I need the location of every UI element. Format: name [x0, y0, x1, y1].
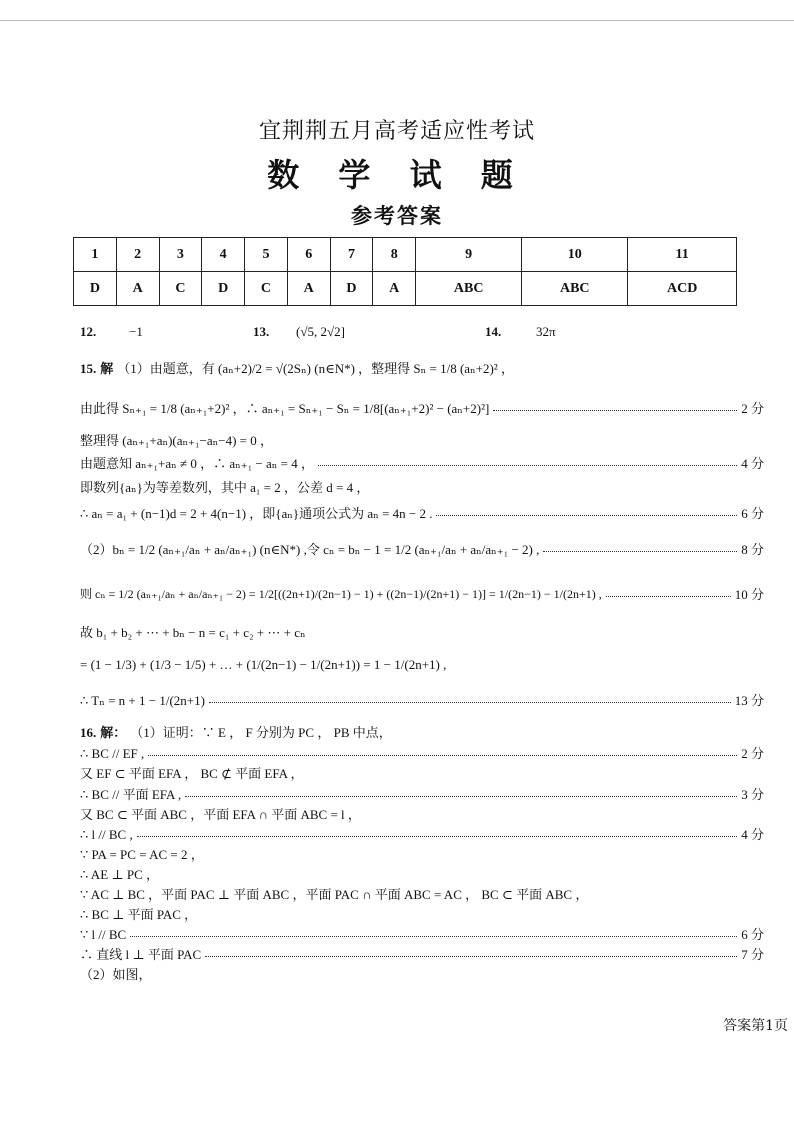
q15-solve: 解 — [100, 361, 114, 376]
q16-solve: 解： — [100, 725, 127, 740]
q14-answer: 32π — [536, 324, 556, 339]
q16-text: ∴ 直线 l ⊥ 平面 PAC — [80, 947, 202, 962]
answer-cell: ABC — [522, 272, 628, 306]
question-number-cell: 6 — [287, 238, 330, 272]
score: 2 分 — [741, 746, 764, 761]
q15-text: 则 cₙ = 1/2 (aₙ₊₁/aₙ + aₙ/aₙ₊₁ − 2) = 1/2[((2n+1)/(2n−1) − 1) + ((2n−1)/(2n+1) − 1)] = 1/(2n−1) − 1/(2n+1) , — [80, 587, 602, 601]
q16-line-6 — [80, 826, 764, 843]
score: 10 分 — [734, 587, 764, 602]
q15-line-7 — [80, 541, 764, 558]
q16-text: ∴ BC // 平面 EFA , — [80, 787, 182, 802]
q15-text: （2）bₙ = 1/2 (aₙ₊₁/aₙ + aₙ/aₙ₊₁) (n∈N*) ,令 cₙ = bₙ − 1 = 1/2 (aₙ₊₁/aₙ + aₙ/aₙ₊₁ − 2) , — [80, 542, 540, 557]
q16-text: ∵ l // BC — [80, 927, 127, 942]
question-number-cell: 2 — [116, 238, 159, 272]
q16-text: （2）如图， — [80, 967, 152, 982]
question-number-cell: 9 — [416, 238, 522, 272]
q15-text: = (1 − 1/3) + (1/3 − 1/5) + … + (1/(2n−1) − 1/(2n+1)) = 1 − 1/(2n+1) , — [80, 657, 447, 672]
q15-line-11 — [80, 692, 764, 709]
q16-line-7 — [80, 846, 764, 863]
q15-text: 即数列{aₙ}为等差数列，其中 a₁ = 2 ，公差 d = 4 ， — [80, 480, 370, 495]
q13-num: 13. — [253, 324, 270, 339]
q12-num: 12. — [80, 324, 97, 339]
q15-text: 故 b₁ + b₂ + ⋯ + bₙ − n = c₁ + c₂ + ⋯ + cₙ — [80, 625, 306, 640]
score: 3 分 — [741, 787, 764, 802]
q16-text: ∴ BC ⊥ 平面 PAC ， — [80, 907, 198, 922]
q15-text: 由题意知 aₙ₊₁+aₙ ≠ 0 ，∴ aₙ₊₁ − aₙ = 4 ， — [80, 456, 314, 471]
q12-answer: −1 — [129, 324, 143, 339]
answer-cell: D — [202, 272, 245, 306]
q15-line-8 — [80, 586, 764, 603]
answer-cell: C — [159, 272, 202, 306]
score: 2 分 — [741, 401, 764, 416]
q15-text: 整理得 (aₙ₊₁+aₙ)(aₙ₊₁−aₙ−4) = 0 ， — [80, 433, 274, 448]
top-rule — [0, 20, 794, 21]
q16-text: ∵ PA = PC = AC = 2 ， — [80, 847, 204, 862]
answer-cell: ACD — [628, 272, 737, 306]
score: 8 分 — [741, 542, 764, 557]
answer-title: 参考答案 — [351, 203, 443, 228]
q13-answer: (√5, 2√2] — [296, 324, 345, 339]
question-number-cell: 4 — [202, 238, 245, 272]
subject-title: 数 学 试 题 — [267, 156, 527, 194]
q16-line-11 — [80, 926, 764, 943]
answer-cell: D — [74, 272, 117, 306]
q16-line-2 — [80, 745, 764, 762]
q16-text: 又 BC ⊂ 平面 ABC ，平面 EFA ∩ 平面 ABC = l ， — [80, 807, 361, 822]
q15-line-10 — [80, 656, 764, 673]
q16-text: ∴ AE ⊥ PC ， — [80, 867, 160, 882]
question-number-cell: 5 — [245, 238, 288, 272]
answer-cell: A — [116, 272, 159, 306]
score: 6 分 — [741, 506, 764, 521]
q15-line-6 — [80, 505, 764, 522]
score: 7 分 — [741, 947, 764, 962]
q16-text: ∴ l // BC , — [80, 827, 133, 842]
question-number-cell: 3 — [159, 238, 202, 272]
q16-line-9 — [80, 886, 764, 903]
answer-cell: C — [245, 272, 288, 306]
q15-line-5 — [80, 479, 764, 496]
question-number-cell: 1 — [74, 238, 117, 272]
q16-label: 16. — [80, 725, 97, 740]
answer-table-number-row — [74, 238, 737, 272]
question-number-cell: 10 — [522, 238, 628, 272]
q16-text: ∴ BC // EF , — [80, 746, 145, 761]
q14-num: 14. — [485, 324, 502, 339]
q16-text: ∵ AC ⊥ BC ，平面 PAC ⊥ 平面 ABC ，平面 PAC ∩ 平面 ABC = AC ， BC ⊂ 平面 ABC ， — [80, 887, 589, 902]
q15-line-4 — [80, 455, 764, 472]
q15-line-2 — [80, 400, 764, 417]
answer-table-answer-row — [74, 272, 737, 306]
answer-cell: ABC — [416, 272, 522, 306]
q16-line-5 — [80, 806, 764, 823]
q16-line-1 — [80, 724, 764, 741]
q16-text: 又 EF ⊂ 平面 EFA ， BC ⊄ 平面 EFA ， — [80, 766, 304, 781]
q15-text: ∴ aₙ = a₁ + (n−1)d = 2 + 4(n−1) ，即{aₙ}通项公式为 aₙ = 4n − 2 . — [80, 506, 433, 521]
q15-line-1 — [80, 360, 764, 377]
q15-line-3 — [80, 432, 764, 449]
answer-cell: D — [330, 272, 373, 306]
question-number-cell: 7 — [330, 238, 373, 272]
q15-line-9 — [80, 624, 764, 641]
score: 4 分 — [741, 456, 764, 471]
exam-name: 宜荆荆五月高考适应性考试 — [258, 119, 535, 144]
answer-table — [73, 237, 737, 306]
q16-text: （1）证明：∵ E ， F 分别为 PC ， PB 中点， — [130, 725, 392, 740]
answer-cell: A — [373, 272, 416, 306]
answer-cell: A — [287, 272, 330, 306]
q15-text: 由此得 Sₙ₊₁ = 1/8 (aₙ₊₁+2)² ，∴ aₙ₊₁ = Sₙ₊₁ − Sₙ = 1/8[(aₙ₊₁+2)² − (aₙ+2)²] — [80, 401, 490, 416]
question-number-cell: 11 — [628, 238, 737, 272]
score: 6 分 — [741, 927, 764, 942]
question-number-cell: 8 — [373, 238, 416, 272]
q16-line-13 — [80, 966, 764, 983]
q16-line-12 — [80, 946, 764, 963]
score: 13 分 — [734, 693, 764, 708]
q16-line-3 — [80, 765, 764, 782]
score: 4 分 — [741, 827, 764, 842]
page-footer: 答案第1页 — [723, 1018, 788, 1034]
q16-line-8 — [80, 866, 764, 883]
q16-line-10 — [80, 906, 764, 923]
q15-label: 15. — [80, 361, 97, 376]
q15-text: （1）由题意，有 (aₙ+2)/2 = √(2Sₙ) (n∈N*) ，整理得 Sₙ = 1/8 (aₙ+2)² ， — [117, 361, 514, 376]
q15-text: ∴ Tₙ = n + 1 − 1/(2n+1) — [80, 693, 205, 708]
q16-line-4 — [80, 786, 764, 803]
